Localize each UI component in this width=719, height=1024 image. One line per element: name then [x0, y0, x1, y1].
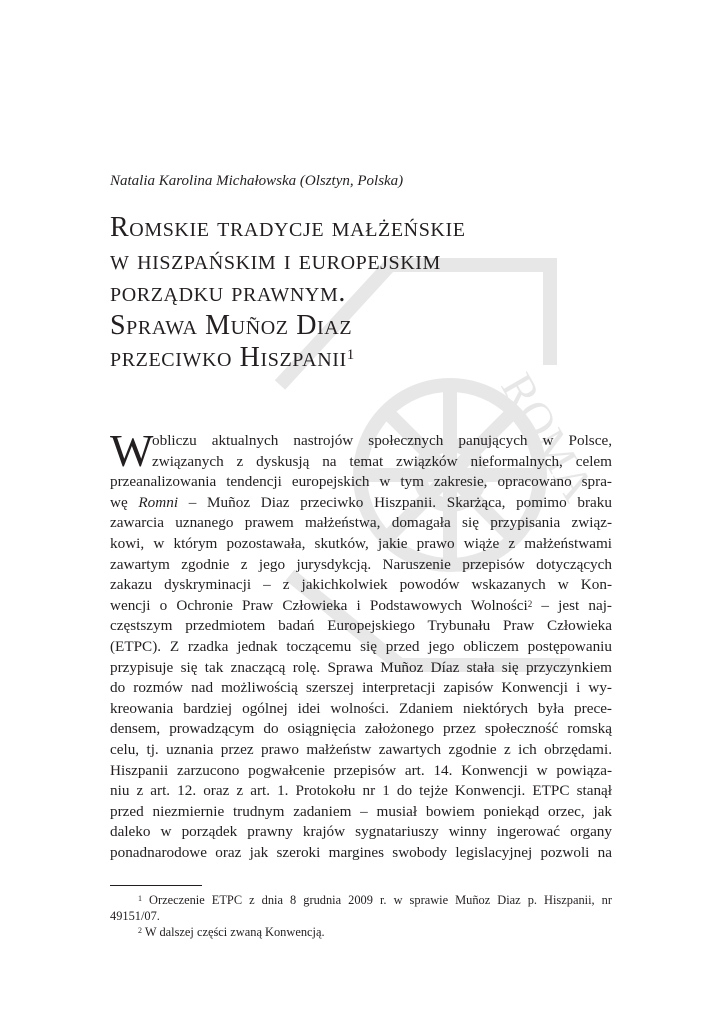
- article-title: [110, 212, 630, 375]
- body-line: przeanalizowania tendencji europejskich w tym zakresie, opracowano spra-: [110, 473, 612, 491]
- body-line: Hiszpanii zarzucono pogwałcenie przepisów art. 14. Konwencji w powiąza-: [110, 761, 612, 779]
- body-line-start: wę: [110, 493, 139, 511]
- body-line: zakazu dyskryminacji – z jakichkolwiek powodów wskazanych w Kon-: [110, 576, 612, 594]
- body-line-start: wencji o Ochronie Praw Człowieka i Podstawowych Wolności: [110, 596, 528, 614]
- body-line: daleko w porządek prawny krajów sygnatariuszy winny ingerować organy: [110, 823, 612, 841]
- drop-cap: W: [110, 425, 154, 476]
- italic-term: Romni: [138, 493, 179, 511]
- title-line: w hiszpańskim i europejskim: [110, 244, 441, 276]
- footnote-1-mark: 1: [138, 894, 142, 903]
- author-line: Natalia Karolina Michałowska (Olsztyn, Polska): [110, 173, 404, 189]
- title-line: Sprawa Muñoz Diaz: [110, 309, 353, 341]
- body-line: densem, prowadzącym do osiągnięcia założonego przez społeczność romską: [110, 720, 612, 738]
- footnote-1-continuation: 49151/07.: [110, 909, 160, 923]
- footnote-1-text: Orzeczenie ETPC z dnia 8 grudnia 2009 r. w sprawie Muñoz Diaz p. Hiszpanii, nr: [142, 893, 612, 907]
- body-text: [110, 425, 612, 863]
- body-line: obliczu aktualnych nastrojów społecznych panujących w Polsce,: [152, 432, 612, 449]
- body-line: przed niezmiernie trudnym zadaniem – musiał bowiem poniekąd orzec, jak: [110, 802, 612, 820]
- body-line: zawartym zgodnie z jego jurysdykcją. Naruszenie przepisów dotyczących: [110, 555, 612, 573]
- body-line: związanych z dyskusją na temat związków nieformalnych, celem: [152, 452, 612, 470]
- body-line: ponadnarodowe oraz jak szeroki margines swobody legislacyjnej pozwoli na: [110, 843, 612, 861]
- body-line: do rozmów nad możliwością szerszej interpretacji zapisów Konwencji i wy-: [110, 679, 612, 697]
- body-line: [110, 493, 612, 514]
- footnote-rule: [110, 885, 202, 886]
- title-line: Romskie tradycje małżeńskie: [110, 212, 466, 243]
- body-line: kowi, w którym pozostawała, skutków, jakie prawo wiąże z małżeństwami: [110, 534, 612, 552]
- body-line-rest: – Muñoz Diaz przeciwko Hiszpanii. Skarżąca, pomimo braku: [178, 493, 612, 511]
- footnote-1-line: [110, 892, 612, 908]
- footnotes: [110, 892, 612, 940]
- body-line: niu z art. 12. oraz z art. 1. Protokołu nr 1 do tejże Konwencji. ETPC stanął: [110, 782, 612, 800]
- body-line: częstszym przedmiotem badań Europejskiego Trybunału Praw Człowieka: [110, 617, 612, 635]
- title-line: porządku prawnym.: [110, 277, 346, 308]
- body-line: przypisuje się tak znaczącą rolę. Sprawa Muñoz Díaz stała się przyczynkiem: [110, 658, 612, 676]
- footnote-2-line: [110, 924, 612, 940]
- body-line: [110, 596, 612, 617]
- watermark-text: ROMA: [491, 364, 605, 510]
- footnote-2-mark: 2: [138, 926, 142, 935]
- body-line-rest: – jest naj-: [532, 596, 612, 614]
- title-line-last: [110, 342, 630, 375]
- body-line: (ETPC). Z rzadka jednak toczącemu się przed jego obliczem postępowaniu: [110, 637, 612, 655]
- footnote-2-text: W dalszej części zwaną Konwencją.: [142, 925, 325, 939]
- footnote-ref: 2: [527, 598, 533, 609]
- title-footnote-mark: 1: [346, 347, 355, 363]
- body-line: zawarcia uznanego prawem małżeństwa, domagała się przypisania związ-: [110, 514, 612, 532]
- title-line-text: przeciwko Hiszpanii: [110, 342, 347, 373]
- body-line: celu, tj. uznania przez prawo małżeństw zawartych zgodnie z ich obrzędami.: [110, 740, 612, 758]
- body-line: kreowania bardziej ogólnej idei wolności. Zdaniem niektórych była prece-: [110, 699, 612, 717]
